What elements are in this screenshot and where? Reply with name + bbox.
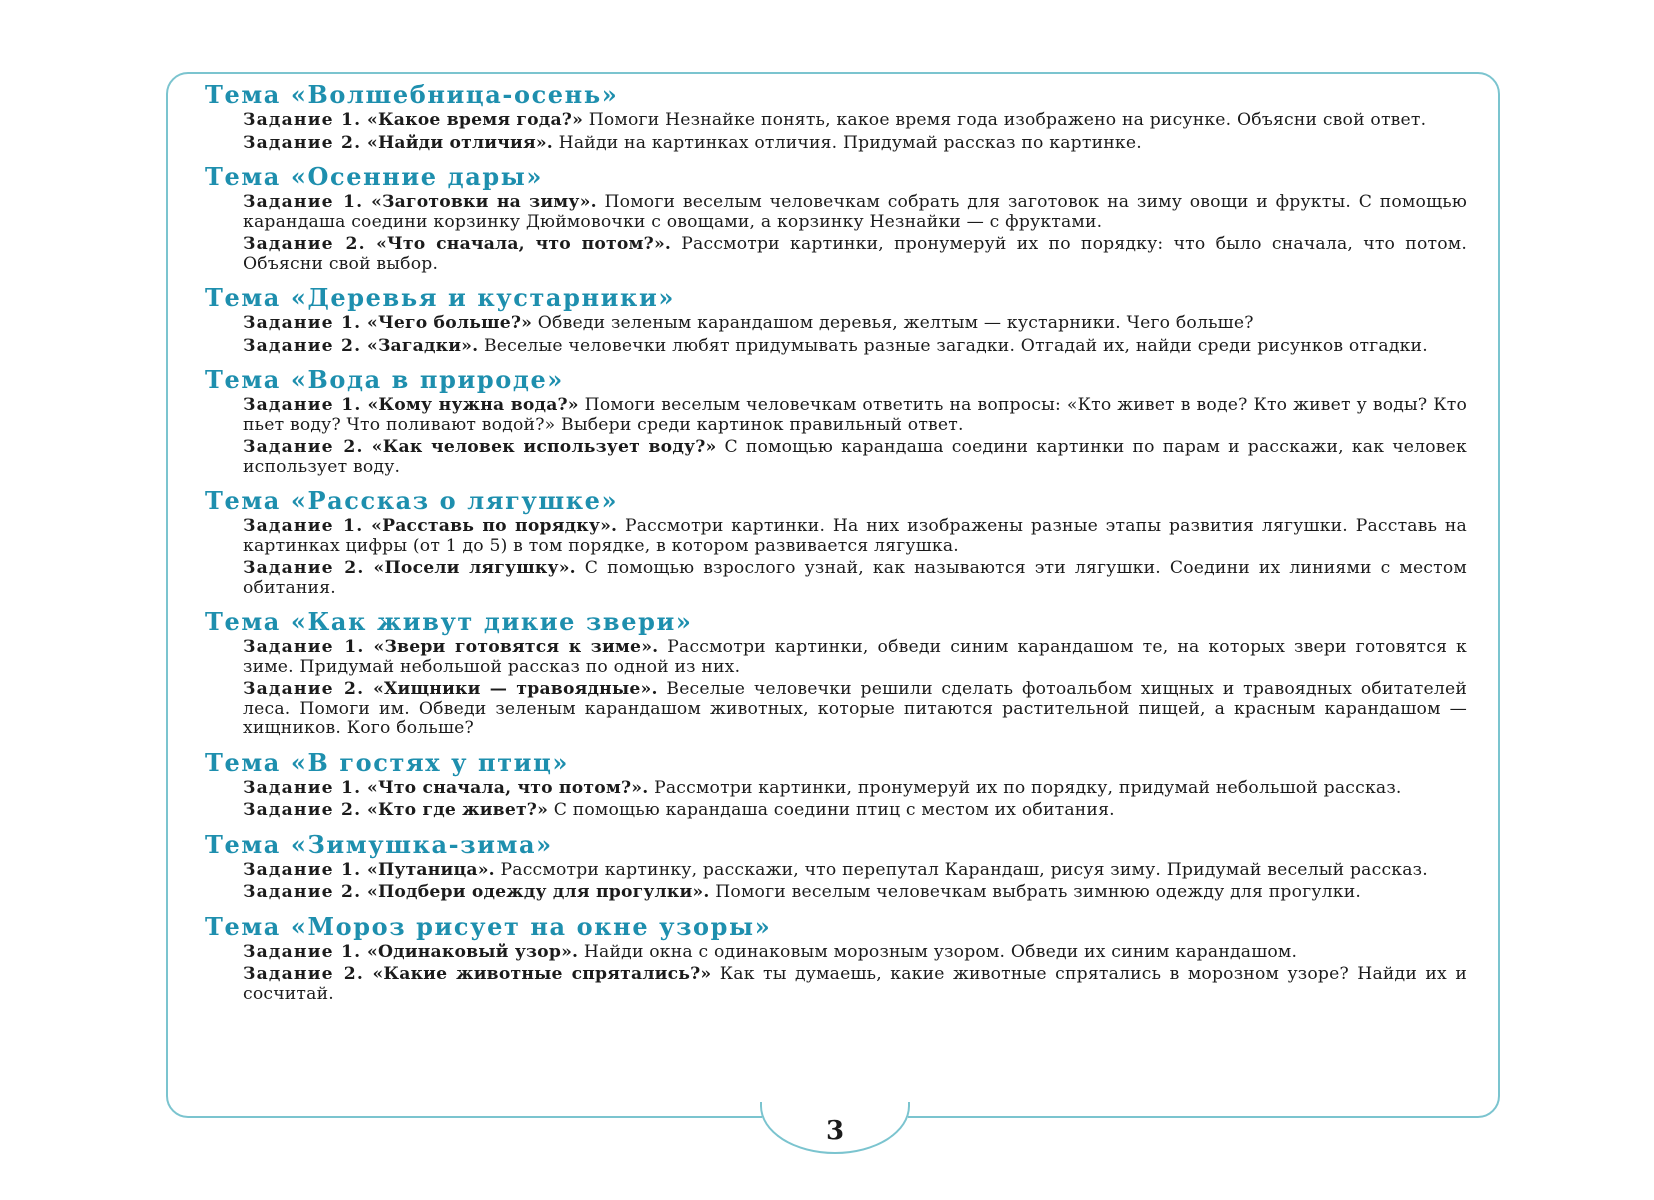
task-paragraph [243, 193, 1467, 232]
topic-title: Тема «Рассказ о лягушке» [205, 486, 619, 515]
task-paragraph [243, 111, 1467, 131]
task-paragraph [243, 314, 1467, 334]
task-text: С помощью карандаша соедини картинки по парам и расскажи, как человек использует воду. [243, 437, 1467, 477]
task-label: Задание 1. [243, 777, 362, 798]
task-label: Задание 2. [243, 234, 366, 254]
task-label: Задание 2. [243, 132, 362, 153]
task-label: Задание 2. [243, 882, 362, 902]
task-paragraph [243, 965, 1467, 1004]
task-name: «Посели лягушку». [373, 558, 576, 578]
task-text: Веселые человечки решили сделать фотоальбом хищных и травоядных обитателей леса. Помоги им. Обведи зеленым карандашом животных, которые питаются растительной пищей, а красным карандашом — хищников. Кого больше? [243, 679, 1467, 738]
topic-section [205, 365, 1470, 477]
task-name: «Что сначала, что потом?». [367, 777, 649, 798]
task-text: Рассмотри картинки. На них изображены разные этапы развития лягушки. Расставь на картинках цифры (от 1 до 5) в том порядке, в котором развивается лягушка. [243, 516, 1467, 556]
topic-section [205, 283, 1470, 356]
task-text: Помоги веселым человечкам собрать для заготовок на зиму овощи и фрукты. С помощью карандаша соедини корзинку Дюймовочки с овощами, а корзинку Незнайки — с фруктами. [243, 192, 1467, 232]
topic-section [205, 748, 1470, 821]
task-paragraph [243, 134, 1467, 154]
task-text: Помоги Незнайке понять, какое время года изображено на рисунке. Объясни свой ответ. [583, 110, 1427, 130]
task-text: Найди окна с одинаковым морозным узором. Обведи их синим карандашом. [578, 941, 1298, 962]
task-label: Задание 1. [243, 941, 362, 962]
task-text: Обведи зеленым карандашом деревья, желтым — кустарники. Чего больше? [532, 313, 1254, 333]
task-paragraph [243, 235, 1467, 274]
task-label: Задание 2. [243, 558, 365, 578]
task-name: «Найди отличия». [367, 132, 553, 153]
task-name: «Кто где живет?» [367, 800, 549, 820]
task-text: С помощью карандаша соедини птиц с местом их обитания. [548, 800, 1115, 820]
task-text: Найди на картинках отличия. Придумай рассказ по картинке. [553, 132, 1142, 153]
task-text: Помоги веселым человечкам выбрать зимнюю одежду для прогулки. [709, 882, 1362, 902]
task-label: Задание 2. [243, 335, 362, 356]
task-paragraph [243, 861, 1467, 881]
topic-title: Тема «Осенние дары» [205, 162, 544, 191]
task-name: «Путаница». [367, 859, 495, 880]
task-name: «Как человек использует воду?» [371, 437, 717, 457]
task-paragraph [243, 801, 1467, 821]
task-text: Веселые человечки любят придумывать разные загадки. Отгадай их, найди среди рисунков отгадки. [478, 335, 1428, 356]
topics-list [205, 80, 1470, 1007]
task-text: Рассмотри картинки, обведи синим карандашом те, на которых звери готовятся к зиме. Придумай небольшой рассказ по одной из них. [243, 637, 1467, 677]
task-label: Задание 2. [243, 964, 365, 984]
task-paragraph [243, 680, 1467, 739]
task-paragraph [243, 779, 1467, 799]
task-label: Задание 2. [243, 800, 362, 820]
task-label: Задание 2. [243, 437, 364, 457]
task-paragraph [243, 337, 1467, 357]
topic-section [205, 607, 1470, 739]
topic-section [205, 80, 1470, 153]
task-label: Задание 1. [243, 395, 362, 415]
topic-section [205, 486, 1470, 598]
task-name: «Подбери одежду для прогулки». [367, 882, 710, 902]
task-paragraph [243, 559, 1467, 598]
topic-section [205, 912, 1470, 1005]
task-paragraph [243, 638, 1467, 677]
task-label: Задание 1. [243, 637, 365, 657]
task-paragraph [243, 943, 1467, 963]
task-label: Задание 2. [243, 679, 365, 699]
task-name: «Одинаковый узор». [367, 941, 579, 962]
task-name: «Загадки». [367, 335, 479, 356]
task-text: Рассмотри картинку, расскажи, что перепутал Карандаш, рисуя зиму. Придумай веселый рассказ. [494, 859, 1428, 880]
task-paragraph [243, 883, 1467, 903]
topic-title: Тема «Деревья и кустарники» [205, 283, 675, 312]
task-label: Задание 1. [243, 110, 362, 130]
task-name: «Кому нужна вода?» [367, 395, 579, 415]
task-label: Задание 1. [243, 313, 362, 333]
topic-title: Тема «В гостях у птиц» [205, 747, 570, 777]
task-paragraph [243, 396, 1467, 435]
task-label: Задание 1. [243, 859, 362, 880]
task-name: «Звери готовятся к зиме». [373, 637, 659, 657]
task-name: «Что сначала, что потом?». [376, 234, 672, 254]
task-name: «Расставь по порядку». [371, 516, 618, 536]
topic-title: Тема «Вода в природе» [205, 365, 564, 394]
topic-section [205, 830, 1470, 903]
task-name: «Заготовки на зиму». [371, 192, 597, 212]
task-label: Задание 1. [243, 192, 364, 212]
task-label: Задание 1. [243, 516, 364, 536]
topic-title: Тема «Волшебница-осень» [205, 80, 619, 109]
task-text: Помоги веселым человечкам ответить на вопросы: «Кто живет в воде? Кто живет у воды? Кто пьет воду? Что поливают водой?» Выбери среди картинок правильный ответ. [243, 395, 1467, 435]
task-text: С помощью взрослого узнай, как называются эти лягушки. Соедини их линиями с местом обитания. [243, 558, 1467, 598]
topic-title: Тема «Зимушка-зима» [205, 829, 553, 859]
topic-title: Тема «Как живут дикие звери» [205, 607, 693, 636]
task-text: Рассмотри картинки, пронумеруй их по порядку: что было сначала, что потом. Объясни свой выбор. [243, 234, 1467, 274]
task-name: «Какое время года?» [367, 110, 584, 130]
task-paragraph [243, 517, 1467, 556]
task-name: «Хищники — травоядные». [373, 679, 658, 699]
page-number: 3 [825, 1116, 845, 1146]
topic-section [205, 162, 1470, 274]
task-paragraph [243, 438, 1467, 477]
task-text: Рассмотри картинки, пронумеруй их по порядку, придумай небольшой рассказ. [648, 777, 1402, 798]
topic-title: Тема «Мороз рисует на окне узоры» [205, 911, 772, 941]
task-name: «Какие животные спрятались?» [372, 964, 712, 984]
task-text: Как ты думаешь, какие животные спрятались в морозном узоре? Найди их и сосчитай. [243, 964, 1467, 1004]
task-name: «Чего больше?» [367, 313, 533, 333]
